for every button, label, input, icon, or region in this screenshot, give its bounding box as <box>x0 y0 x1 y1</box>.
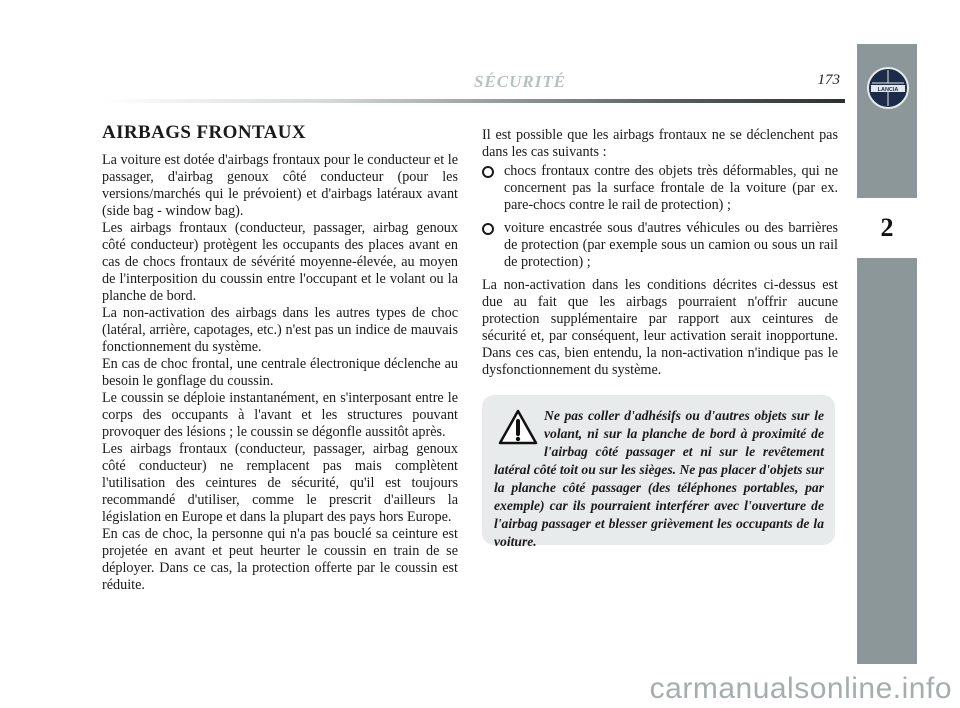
logo-text: LANCIA <box>877 87 899 93</box>
bullet-circle-icon <box>482 166 494 178</box>
right-column <box>482 127 838 379</box>
list-item-text: chocs frontaux contre des objets très déformables, qui ne concernent pas la surface frontale de la voiture (par ex. pare-chocs contre le rail de protection) ; <box>504 163 838 213</box>
warning-text-block <box>494 407 824 551</box>
warning-box <box>482 395 835 549</box>
paragraph: En cas de choc, la personne qui n'a pas bouclé sa ceinture est projetée en avant et peut heurter le coussin en train de se déployer. Dans ce cas, la protection offerte par le coussin est réduite. <box>102 526 458 593</box>
paragraph: Les airbags frontaux (conducteur, passager, airbag genoux côté conducteur) ne remplacent pas mais complètent l'utilisation des ceintures de sécurité, qu'il est toujours recommandé d'utiliser, comme le prescrit d'ailleurs la législation en Europe et dans la plupart des pays hors Europe. <box>102 441 458 525</box>
paragraph: La non-activation des airbags dans les autres types de choc (latéral, arrière, capotages, etc.) n'est pas un indice de mauvais fonctionnement du système. <box>102 305 458 355</box>
paragraph: La voiture est dotée d'airbags frontaux pour le conducteur et le passager, d'airbag genoux côté conducteur (pour les versions/marchés qui le prévoient) et d'airbags latéraux avant (side bag - window bag). <box>102 152 458 219</box>
section-heading: AIRBAGS FRONTAUX <box>102 122 306 143</box>
chapter-side-tab <box>857 44 917 664</box>
intro-paragraph: Il est possible que les airbags frontaux ne se déclenchent pas dans les cas suivants : <box>482 127 838 160</box>
warning-text: Ne pas coller d'adhésifs ou d'autres objets sur le volant, ni sur la planche de bord à proximité de l'airbag côté passager et ni sur le revêtement latéral côté toit ou sur les sièges. Ne pas placer d'objets sur la planche côté passager (des téléphones portables, par exemple) car ils pourraient interférer avec l'ouverture de l'airbag passager et blesser grièvement les occupants de la voiture. <box>494 408 824 549</box>
watermark: carmanualsonline.info <box>649 672 952 705</box>
list-item <box>482 220 838 271</box>
chapter-number: 2 <box>880 213 894 242</box>
section-title: SÉCURITÉ <box>473 72 567 91</box>
list-item <box>482 163 838 214</box>
list-item-text: voiture encastrée sous d'autres véhicules ou des barrières de protection (par exemple sous un camion ou sous un rail de protection) ; <box>504 220 838 270</box>
conclusion-paragraph: La non-activation dans les conditions décrites ci-dessus est due au fait que les airbags pourraient n'offrir aucune protection supplémentaire par rapport aux ceintures de sécurité et, par conséquent, leur activation serait inopportune. Dans ces cas, bien entendu, la non-activation n'indique pas le dysfonctionnement du système. <box>482 277 838 378</box>
paragraph: Le coussin se déploie instantanément, en s'interposant entre le corps des occupants à l'avant et les structures pouvant provoquer des lésions ; le coussin se dégonfle aussitôt après. <box>102 390 458 440</box>
header-rule <box>100 99 845 103</box>
left-column <box>102 122 458 594</box>
bullet-circle-icon <box>482 223 494 235</box>
paragraph: En cas de choc frontal, une centrale électronique déclenche au besoin le gonflage du coussin. <box>102 356 458 389</box>
page-number: 173 <box>817 72 840 88</box>
lancia-logo-icon <box>866 66 910 110</box>
chapter-number-box <box>857 198 917 258</box>
paragraph: Les airbags frontaux (conducteur, passager, airbag genoux côté conducteur) protègent les occupants des places avant en cas de chocs frontaux de sévérité moyenne-élevée, au moyen de l'interposition du coussin entre l'occupant et le volant ou la planche de bord. <box>102 220 458 304</box>
bullet-list <box>482 163 838 271</box>
